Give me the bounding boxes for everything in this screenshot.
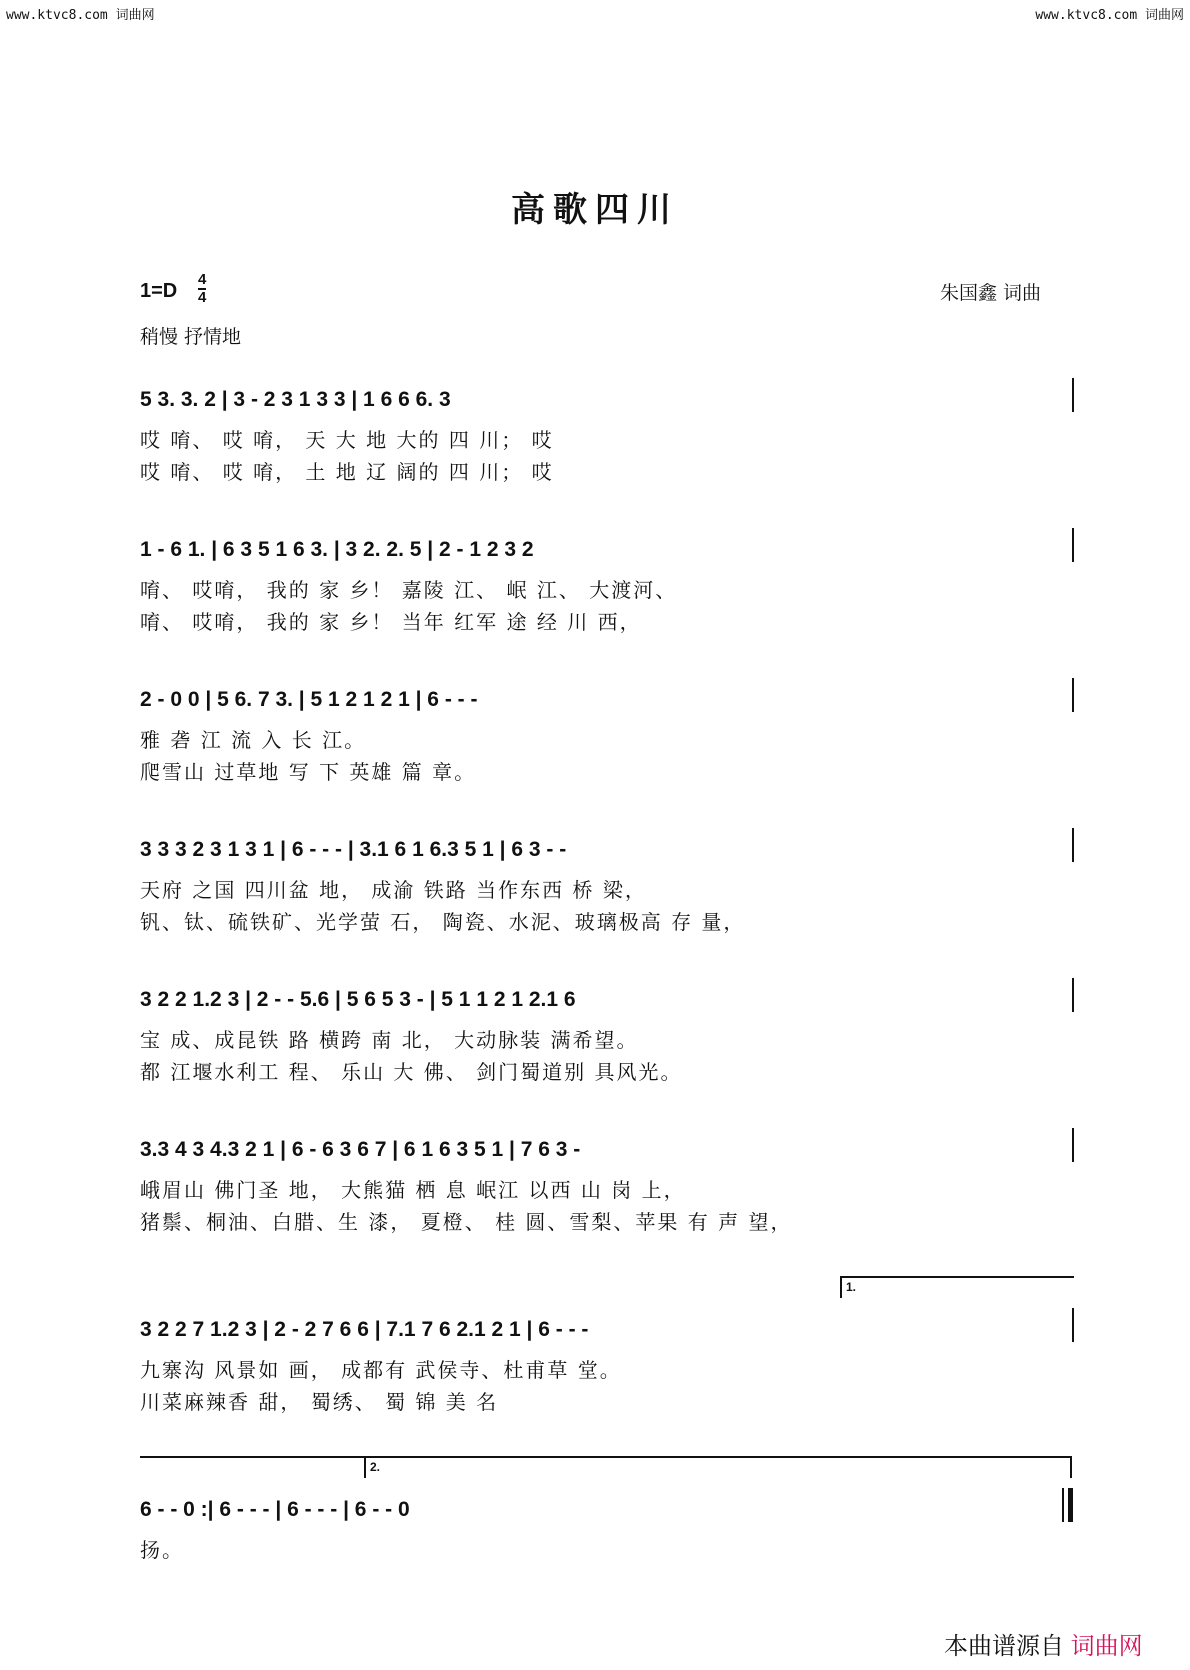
- tempo-marking: 稍慢 抒情地: [140, 326, 242, 348]
- barline: [1072, 978, 1074, 1012]
- final-barline-thin: [1062, 1488, 1064, 1522]
- lyric-row-2-verse-1: 唷、 哎唷， 我的 家 乡！ 嘉陵 江、 岷 江、 大渡河、: [140, 578, 678, 602]
- lyric-row-7-verse-2: 川菜麻辣香 甜， 蜀绣、 蜀 锦 美 名: [140, 1390, 499, 1414]
- footer-attribution: [944, 1626, 1143, 1661]
- lyric-row-3-verse-2: 爬雪山 过草地 写 下 英雄 篇 章。: [140, 760, 477, 784]
- notes-row-5: 3 2 2 1.2 3 | 2 - - 5.6 | 5 6 5 3 - | 5 1 1 2 1 2.1 6: [140, 988, 576, 1011]
- barline: [1072, 828, 1074, 862]
- notes-row-1: 5 3. 3. 2 | 3 - 2 3 1 3 3 | 1 6 6 6. 3: [140, 388, 451, 411]
- lyric-row-2-verse-2: 唷、 哎唷， 我的 家 乡！ 当年 红军 途 经 川 西，: [140, 610, 642, 634]
- header-right-site: www.ktvc8.com: [1035, 8, 1138, 23]
- song-title: 高歌四川: [511, 190, 679, 230]
- volta-1-bracket: [840, 1276, 1074, 1278]
- header-left-brand: 词曲网: [115, 8, 155, 23]
- volta-1-continuation: [140, 1456, 364, 1458]
- barline: [1072, 1308, 1074, 1342]
- barline: [1072, 678, 1074, 712]
- header-right: [1035, 4, 1184, 23]
- lyric-row-3-verse-1: 雅 砻 江 流 入 长 江。: [140, 728, 367, 752]
- notes-row-8: 6 - - 0 :| 6 - - - | 6 - - - | 6 - - 0: [140, 1498, 410, 1521]
- footer-prefix: 本曲谱源自: [944, 1633, 1064, 1660]
- lyric-row-5-verse-2: 都 江堰水利工 程、 乐山 大 佛、 剑门蜀道别 具风光。: [140, 1060, 683, 1084]
- footer-brand: 词曲网: [1070, 1633, 1143, 1660]
- barline: [1072, 378, 1074, 412]
- volta-1-tick: [840, 1276, 842, 1298]
- lyric-row-8-verse-1: 扬。: [140, 1538, 184, 1562]
- header-left: [6, 4, 155, 23]
- volta-2-bracket: [366, 1456, 1072, 1458]
- key-signature: 1=D: [140, 280, 178, 302]
- volta-2-end-tick: [1070, 1456, 1072, 1478]
- time-signature: [198, 272, 206, 306]
- lyric-row-1-verse-2: 哎 唷、 哎 唷， 土 地 辽 阔的 四 川； 哎: [140, 460, 554, 484]
- notes-row-3: 2 - 0 0 | 5 6. 7 3. | 5 1 2 1 2 1 | 6 - - -: [140, 688, 478, 711]
- header-right-brand: 词曲网: [1144, 8, 1184, 23]
- barline: [1072, 528, 1074, 562]
- composer-credit: 朱国鑫 词曲: [940, 282, 1042, 304]
- lyric-row-6-verse-1: 峨眉山 佛门圣 地， 大熊猫 栖 息 岷江 以西 山 岗 上，: [140, 1178, 686, 1202]
- volta-2-label: 2.: [370, 1460, 381, 1474]
- notes-row-2: 1 - 6 1. | 6 3 5 1 6 3. | 3 2. 2. 5 | 2 - 1 2 3 2: [140, 538, 534, 561]
- notes-row-7: 3 2 2 7 1.2 3 | 2 - 2 7 6 6 | 7.1 7 6 2.1 2 1 | 6 - - -: [140, 1318, 589, 1341]
- notes-row-6: 3.3 4 3 4.3 2 1 | 6 - 6 3 6 7 | 6 1 6 3 5 1 | 7 6 3 -: [140, 1138, 581, 1161]
- lyric-row-6-verse-2: 猪鬃、桐油、白腊、生 漆， 夏橙、 桂 圆、雪梨、苹果 有 声 望，: [140, 1210, 793, 1234]
- lyric-row-4-verse-2: 钒、钛、硫铁矿、光学萤 石， 陶瓷、水泥、玻璃极高 存 量，: [140, 910, 746, 934]
- time-bottom: 4: [198, 289, 207, 306]
- lyric-row-5-verse-1: 宝 成、成昆铁 路 横跨 南 北， 大动脉装 满希望。: [140, 1028, 639, 1052]
- notes-row-4: 3 3 3 2 3 1 3 1 | 6 - - - | 3.1 6 1 6.3 5 1 | 6 3 - -: [140, 838, 567, 861]
- volta-1-label: 1.: [846, 1280, 857, 1294]
- barline: [1072, 1128, 1074, 1162]
- time-top: 4: [198, 271, 207, 288]
- lyric-row-7-verse-1: 九寨沟 风景如 画， 成都有 武侯寺、杜甫草 堂。: [140, 1358, 622, 1382]
- final-barline-thick: [1068, 1488, 1073, 1522]
- lyric-row-1-verse-1: 哎 唷、 哎 唷， 天 大 地 大的 四 川； 哎: [140, 428, 554, 452]
- header-left-site: www.ktvc8.com: [6, 8, 108, 23]
- lyric-row-4-verse-1: 天府 之国 四川盆 地， 成渝 铁路 当作东西 桥 梁，: [140, 878, 647, 902]
- volta-1-end-tick: [364, 1456, 366, 1478]
